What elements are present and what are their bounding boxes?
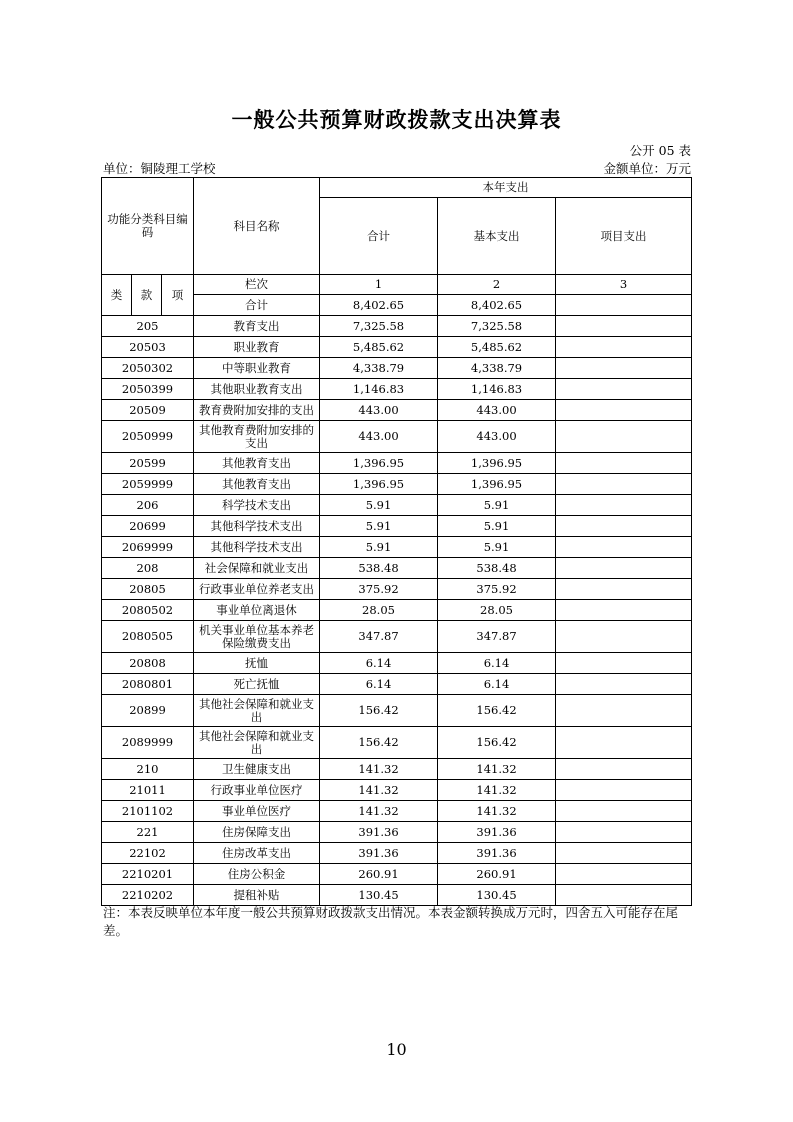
row-name: 科学技术支出	[194, 495, 320, 516]
row-basic: 156.42	[438, 695, 556, 727]
row-total: 443.00	[320, 400, 438, 421]
row-project	[556, 621, 692, 653]
row-total: 391.36	[320, 822, 438, 843]
row-project	[556, 579, 692, 600]
row-basic: 391.36	[438, 822, 556, 843]
row-total: 1,396.95	[320, 474, 438, 495]
row-project	[556, 653, 692, 674]
row-project	[556, 822, 692, 843]
row-project	[556, 316, 692, 337]
row-basic: 6.14	[438, 653, 556, 674]
row-project	[556, 843, 692, 864]
row-name: 社会保障和就业支出	[194, 558, 320, 579]
row-total: 141.32	[320, 780, 438, 801]
row-code: 2069999	[102, 537, 194, 558]
row-project	[556, 695, 692, 727]
table-row	[102, 579, 692, 600]
row-basic: 347.87	[438, 621, 556, 653]
row-name: 住房保障支出	[194, 822, 320, 843]
row-code: 206	[102, 495, 194, 516]
row-basic: 5.91	[438, 537, 556, 558]
table-row	[102, 780, 692, 801]
row-basic: 130.45	[438, 885, 556, 906]
category-header: 类	[102, 275, 132, 316]
row-name: 其他社会保障和就业支出	[194, 695, 320, 727]
table-row	[102, 337, 692, 358]
section-header: 款	[132, 275, 162, 316]
row-code: 210	[102, 759, 194, 780]
row-project	[556, 379, 692, 400]
row-name: 其他科学技术支出	[194, 516, 320, 537]
row-name: 住房公积金	[194, 864, 320, 885]
row-project	[556, 864, 692, 885]
sum-total: 8,402.65	[320, 295, 438, 316]
document-title: 一般公共预算财政拨款支出决算表	[231, 108, 562, 132]
row-basic: 538.48	[438, 558, 556, 579]
row-basic: 443.00	[438, 400, 556, 421]
row-code: 20805	[102, 579, 194, 600]
row-basic: 6.14	[438, 674, 556, 695]
row-total: 141.32	[320, 801, 438, 822]
row-code: 2080502	[102, 600, 194, 621]
table-row	[102, 674, 692, 695]
row-code: 2059999	[102, 474, 194, 495]
row-basic: 28.05	[438, 600, 556, 621]
row-code: 2050399	[102, 379, 194, 400]
row-basic: 1,396.95	[438, 453, 556, 474]
row-basic: 5,485.62	[438, 337, 556, 358]
table-row	[102, 379, 692, 400]
table-row	[102, 316, 692, 337]
row-basic: 156.42	[438, 727, 556, 759]
row-name: 中等职业教育	[194, 358, 320, 379]
row-name: 其他教育支出	[194, 453, 320, 474]
row-project	[556, 558, 692, 579]
column-no-label: 栏次	[194, 275, 320, 295]
row-basic: 5.91	[438, 516, 556, 537]
row-basic: 375.92	[438, 579, 556, 600]
row-basic: 443.00	[438, 421, 556, 453]
row-total: 156.42	[320, 695, 438, 727]
table-row	[102, 516, 692, 537]
row-code: 2080801	[102, 674, 194, 695]
row-code: 2050302	[102, 358, 194, 379]
row-total: 5.91	[320, 537, 438, 558]
column-2: 2	[438, 275, 556, 295]
row-total: 5.91	[320, 495, 438, 516]
row-name: 教育费附加安排的支出	[194, 400, 320, 421]
row-total: 347.87	[320, 621, 438, 653]
row-name: 抚恤	[194, 653, 320, 674]
row-project	[556, 337, 692, 358]
func-code-header: 功能分类科目编码	[102, 178, 194, 275]
column-3: 3	[556, 275, 692, 295]
row-code: 20599	[102, 453, 194, 474]
row-total: 5,485.62	[320, 337, 438, 358]
expenditure-table	[101, 177, 692, 906]
row-name: 死亡抚恤	[194, 674, 320, 695]
total-header: 合计	[320, 198, 438, 275]
table-row	[102, 727, 692, 759]
row-total: 141.32	[320, 759, 438, 780]
row-total: 260.91	[320, 864, 438, 885]
table-row	[102, 453, 692, 474]
row-code: 20808	[102, 653, 194, 674]
row-project	[556, 474, 692, 495]
row-code: 20899	[102, 695, 194, 727]
row-name: 其他教育费附加安排的支出	[194, 421, 320, 453]
row-code: 2101102	[102, 801, 194, 822]
row-basic: 141.32	[438, 759, 556, 780]
row-total: 538.48	[320, 558, 438, 579]
row-total: 156.42	[320, 727, 438, 759]
row-code: 2050999	[102, 421, 194, 453]
row-project	[556, 674, 692, 695]
row-name: 事业单位离退休	[194, 600, 320, 621]
table-row	[102, 822, 692, 843]
row-name: 教育支出	[194, 316, 320, 337]
row-code: 2210201	[102, 864, 194, 885]
table-row	[102, 759, 692, 780]
row-name: 机关事业单位基本养老保险缴费支出	[194, 621, 320, 653]
sum-project	[556, 295, 692, 316]
row-name: 职业教育	[194, 337, 320, 358]
row-total: 4,338.79	[320, 358, 438, 379]
table-row	[102, 885, 692, 906]
row-project	[556, 453, 692, 474]
row-name: 行政事业单位养老支出	[194, 579, 320, 600]
row-basic: 1,396.95	[438, 474, 556, 495]
row-name: 其他社会保障和就业支出	[194, 727, 320, 759]
row-project	[556, 421, 692, 453]
row-name: 其他科学技术支出	[194, 537, 320, 558]
amount-unit-label: 金额单位：万元	[603, 161, 691, 176]
row-project	[556, 358, 692, 379]
row-project	[556, 801, 692, 822]
row-project	[556, 400, 692, 421]
row-code: 22102	[102, 843, 194, 864]
table-row	[102, 843, 692, 864]
row-basic: 391.36	[438, 843, 556, 864]
row-code: 2089999	[102, 727, 194, 759]
item-header: 项	[162, 275, 194, 316]
row-name: 提租补贴	[194, 885, 320, 906]
row-total: 1,396.95	[320, 453, 438, 474]
row-code: 21011	[102, 780, 194, 801]
table-row	[102, 495, 692, 516]
table-row	[102, 653, 692, 674]
row-total: 443.00	[320, 421, 438, 453]
row-basic: 5.91	[438, 495, 556, 516]
row-project	[556, 516, 692, 537]
row-project	[556, 885, 692, 906]
row-total: 6.14	[320, 653, 438, 674]
row-code: 2210202	[102, 885, 194, 906]
table-row	[102, 695, 692, 727]
row-basic: 4,338.79	[438, 358, 556, 379]
row-total: 130.45	[320, 885, 438, 906]
row-code: 208	[102, 558, 194, 579]
row-basic: 1,146.83	[438, 379, 556, 400]
row-code: 2080505	[102, 621, 194, 653]
row-basic: 141.32	[438, 801, 556, 822]
row-name: 事业单位医疗	[194, 801, 320, 822]
sum-label: 合计	[194, 295, 320, 316]
row-total: 28.05	[320, 600, 438, 621]
row-name: 住房改革支出	[194, 843, 320, 864]
row-project	[556, 537, 692, 558]
row-code: 20699	[102, 516, 194, 537]
row-name: 行政事业单位医疗	[194, 780, 320, 801]
table-row	[102, 558, 692, 579]
row-total: 1,146.83	[320, 379, 438, 400]
table-row	[102, 358, 692, 379]
basic-header: 基本支出	[438, 198, 556, 275]
table-row	[102, 801, 692, 822]
page-number: 10	[386, 1040, 407, 1059]
table-row	[102, 537, 692, 558]
form-number: 公开 05 表	[629, 143, 691, 158]
table-row	[102, 421, 692, 453]
table-row	[102, 864, 692, 885]
row-code: 205	[102, 316, 194, 337]
row-project	[556, 759, 692, 780]
table-note: 注：本表反映单位本年度一般公共预算财政拨款支出情况。本表金额转换成万元时，四舍五入可能存在尾差。	[103, 905, 679, 938]
row-code: 221	[102, 822, 194, 843]
current-year-header: 本年支出	[320, 178, 692, 198]
table-row	[102, 600, 692, 621]
row-total: 6.14	[320, 674, 438, 695]
row-project	[556, 780, 692, 801]
row-name: 其他职业教育支出	[194, 379, 320, 400]
row-total: 391.36	[320, 843, 438, 864]
row-total: 375.92	[320, 579, 438, 600]
row-project	[556, 727, 692, 759]
row-project	[556, 600, 692, 621]
subject-name-header: 科目名称	[194, 178, 320, 275]
table-row	[102, 474, 692, 495]
row-code: 20503	[102, 337, 194, 358]
table-row	[102, 621, 692, 653]
row-basic: 141.32	[438, 780, 556, 801]
row-name: 卫生健康支出	[194, 759, 320, 780]
table-row	[102, 400, 692, 421]
row-project	[556, 495, 692, 516]
row-name: 其他教育支出	[194, 474, 320, 495]
sum-basic: 8,402.65	[438, 295, 556, 316]
row-total: 7,325.58	[320, 316, 438, 337]
row-code: 20509	[102, 400, 194, 421]
row-basic: 260.91	[438, 864, 556, 885]
column-1: 1	[320, 275, 438, 295]
row-basic: 7,325.58	[438, 316, 556, 337]
row-total: 5.91	[320, 516, 438, 537]
unit-label: 单位：铜陵理工学校	[103, 161, 216, 176]
project-header: 项目支出	[556, 198, 692, 275]
